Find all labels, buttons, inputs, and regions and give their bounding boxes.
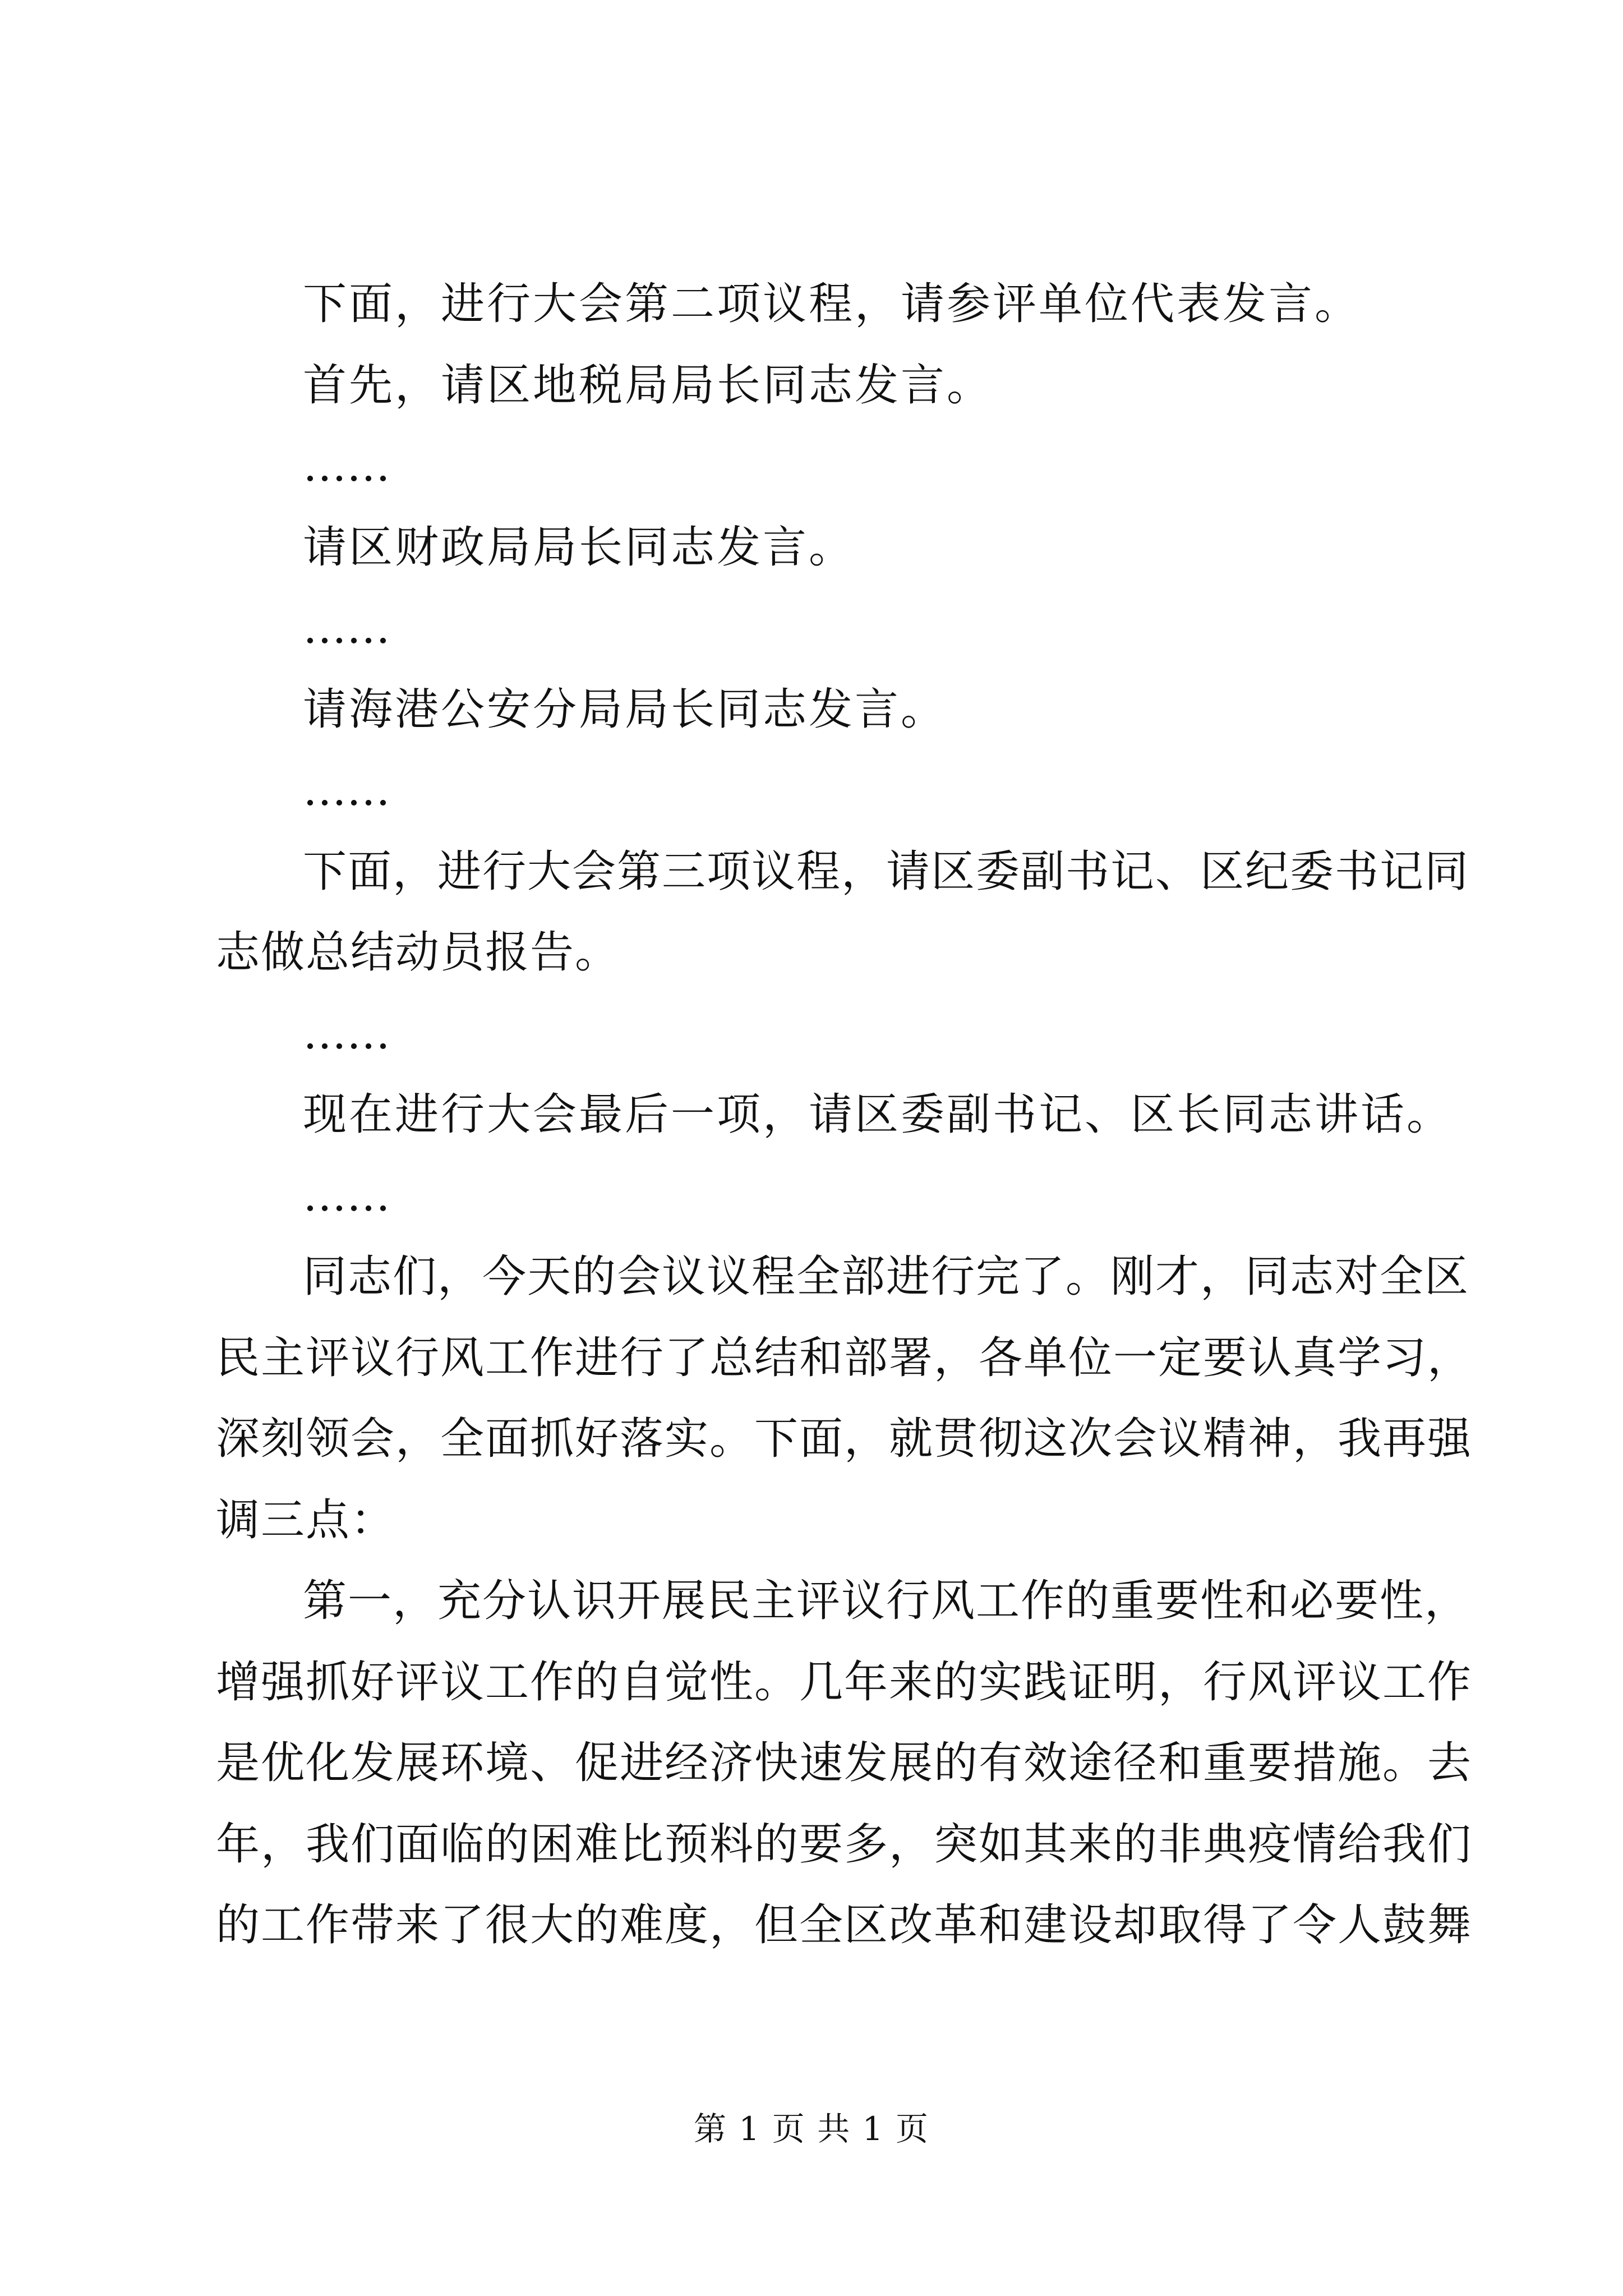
paragraph-line: 第一，充分认识开展民主评议行风工作的重要性和必要性， <box>303 1576 1470 1626</box>
paragraph-line: 同志们，今天的会议议程全部进行完了。刚才，同志对全区 <box>303 1251 1470 1302</box>
paragraph-line: 深刻领会，全面抓好落实。下面，就贯彻这次会议精神，我再强 <box>216 1414 1473 1464</box>
ellipsis-1: …… <box>303 441 390 491</box>
paragraph-line: 民主评议行风工作进行了总结和部署，各单位一定要认真学习， <box>216 1332 1473 1383</box>
page-footer: 第 1 页 共 1 页 <box>694 2110 929 2148</box>
ellipsis-3: …… <box>303 765 390 816</box>
paragraph-agenda-item-3 <box>216 831 1470 993</box>
paragraph-line: 是优化发展环境、促进经济快速发展的有效途径和重要措施。去 <box>216 1738 1473 1788</box>
paragraph-first-speaker: 首先，请区地税局局长同志发言。 <box>303 360 993 411</box>
ellipsis-2: …… <box>303 603 390 654</box>
paragraph-line: 增强抓好评议工作的自觉性。几年来的实践证明，行风评议工作 <box>216 1657 1473 1708</box>
paragraph-line: 调三点： <box>216 1494 396 1545</box>
paragraph-police-speaker: 请海港公安分局局长同志发言。 <box>303 684 947 735</box>
paragraph-agenda-item-2: 下面，进行大会第二项议程，请参评单位代表发言。 <box>303 279 1361 329</box>
paragraph-closing-remarks <box>216 1236 1473 1561</box>
paragraph-line: 志做总结动员报告。 <box>216 927 620 978</box>
paragraph-line: 下面，进行大会第三项议程，请区委副书记、区纪委书记同 <box>303 846 1470 897</box>
ellipsis-5: …… <box>303 1170 390 1221</box>
ellipsis-4: …… <box>303 1008 390 1059</box>
document-body <box>216 264 1473 1966</box>
paragraph-point-one <box>216 1561 1473 1966</box>
paragraph-line: 年，我们面临的困难比预料的要多，突如其来的非典疫情给我们 <box>216 1819 1473 1870</box>
paragraph-final-item: 现在进行大会最后一项，请区委副书记、区长同志讲话。 <box>303 1089 1453 1140</box>
paragraph-line: 的工作带来了很大的难度，但全区改革和建设却取得了令人鼓舞 <box>216 1900 1473 1950</box>
paragraph-finance-speaker: 请区财政局局长同志发言。 <box>303 522 855 573</box>
